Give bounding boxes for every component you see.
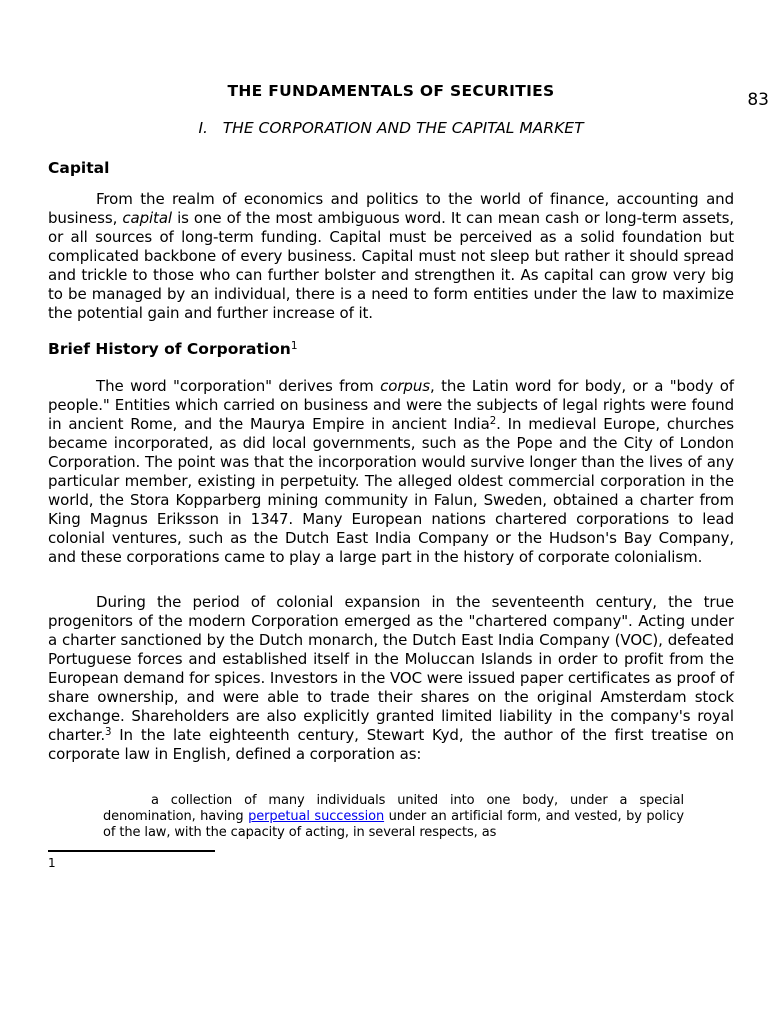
text-run: , the Latin word for body, or a "body of people." Entities which carried on business and were the subjects of legal rights were found in ancient Rome, and the Maurya Empire in ancient India xyxy=(48,377,734,433)
text-run: under an artificial form, and vested, by policy of the law, with the capacity of acting, in several respects, as xyxy=(103,809,684,840)
text-run: During the period of colonial expansion in the seventeenth century, the true progenitors of the modern Corporation emerged as the "chartered company". Acting under a charter sanctioned by the Dutch monarch, the Dutch East India Company (VOC), defeated Portuguese forces and established itself in the Moluccan Islands in order to profit from the European demand for spices. Investors in the VOC were issued paper certificates as proof of share ownership, and were able to trade their shares on the original Amsterdam stock exchange. Shareholders are also explicitly granted limited liability in the company's royal charter. xyxy=(48,593,734,744)
italic-term-capital: capital xyxy=(122,209,172,227)
text-run: In the late eighteenth century, Stewart Kyd, the author of the first treatise on corporate law in English, defined a corporation as: xyxy=(48,726,734,763)
footnote-ref-2: 2 xyxy=(489,416,497,428)
block-quote xyxy=(103,793,684,841)
footnote-rule xyxy=(48,850,215,852)
paragraph-history-2 xyxy=(48,593,734,764)
text-run: . In medieval Europe, churches became incorporated, as did local governments, such as the Pope and the City of London Corporation. The point was that the incorporation would survive longer than the lives of any particular member, existing in perpetuity. The alleged oldest commercial corporation in the world, the Stora Kopparberg mining community in Falun, Sweden, obtained a charter from King Magnus Eriksson in 1347. Many European nations chartered corporations to lead colonial ventures, such as the Dutch East India Company or the Hudson's Bay Company, and these corporations came to play a large part in the history of corporate colonialism. xyxy=(48,415,734,566)
text-run: is one of the most ambiguous word. It can mean cash or long-term assets, or all sources of long-term funding. Capital must be perceived as a solid foundation but complicated backbone of every business. Capital must not sleep but rather it should spread and trickle to those who can further bolster and strengthen it. As capital can grow very big to be managed by an individual, there is a need to form entities under the law to maximize the potential gain and further increase of it. xyxy=(48,209,735,322)
paragraph-history-1 xyxy=(48,377,734,567)
text-run: a collection of many individuals united into one body, under a special denomination, having xyxy=(103,793,684,824)
document-page xyxy=(0,82,782,871)
perpetual-succession-link[interactable]: perpetual succession xyxy=(248,809,385,824)
paragraph-capital xyxy=(48,190,734,323)
page-number: 83 xyxy=(747,90,769,110)
document-title: THE FUNDAMENTALS OF SECURITIES xyxy=(227,82,555,100)
section-subtitle: I. THE CORPORATION AND THE CAPITAL MARKET xyxy=(198,119,584,137)
page-content xyxy=(48,82,734,871)
heading-brief-history xyxy=(48,340,734,358)
heading-text: Brief History of Corporation xyxy=(48,340,291,358)
footnote-ref-1: 1 xyxy=(290,340,298,353)
heading-capital: Capital xyxy=(48,159,110,177)
italic-term-corpus: corpus xyxy=(380,377,430,395)
footnote-marker: 1 xyxy=(48,856,56,870)
text-run: From the realm of economics and politics to the world of finance, accounting and business, xyxy=(48,190,734,227)
text-run: The word "corporation" derives from xyxy=(96,377,381,395)
footnote-ref-3: 3 xyxy=(104,727,112,739)
